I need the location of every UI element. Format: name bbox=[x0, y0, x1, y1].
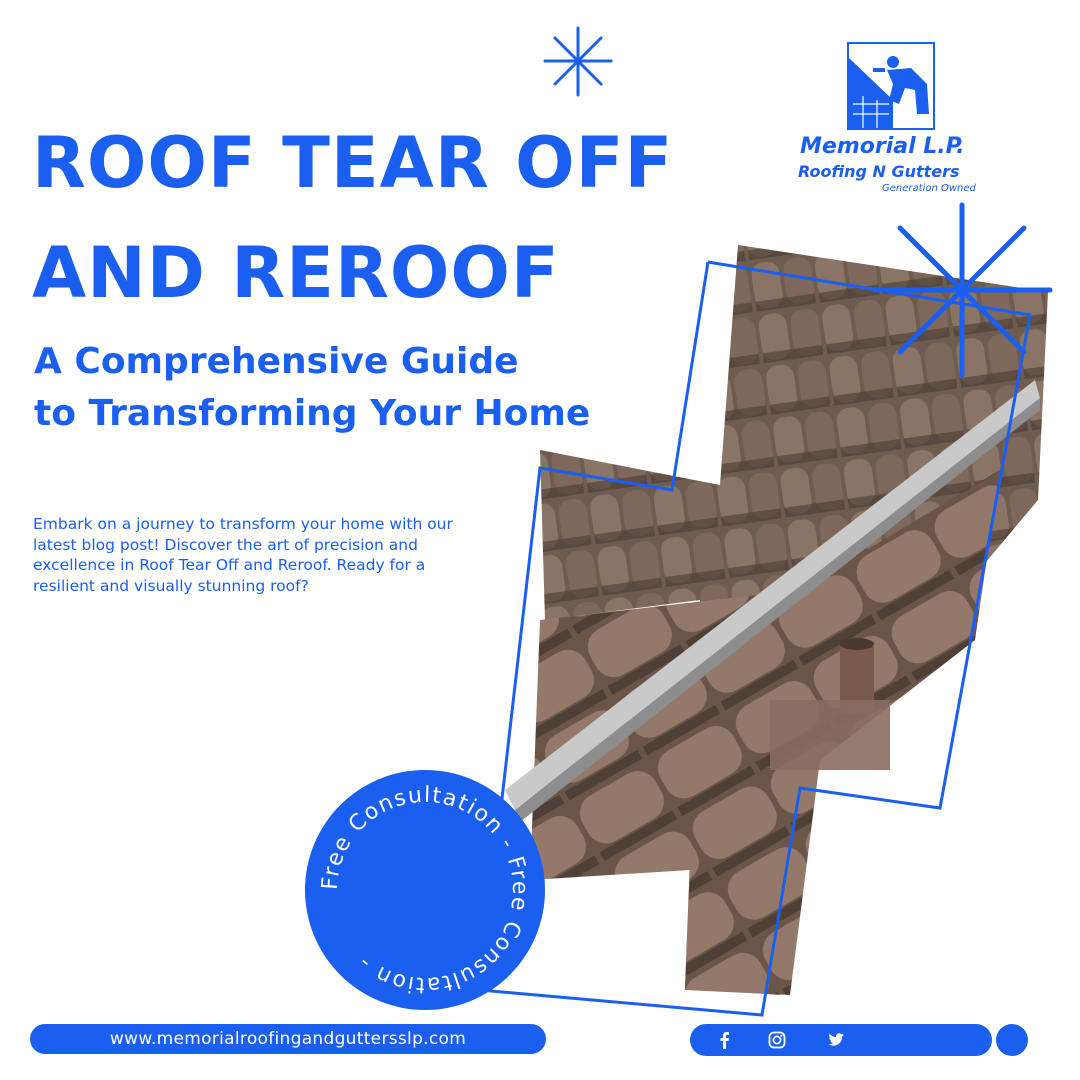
roofer-logo-icon bbox=[847, 42, 935, 130]
free-consultation-badge[interactable] bbox=[305, 770, 545, 1010]
logo-name: Memorial L.P. bbox=[800, 134, 965, 159]
star-icon-top bbox=[545, 28, 611, 95]
social-links-bar bbox=[690, 1024, 992, 1056]
description-text: Embark on a journey to transform your home with our latest blog post! Discover the art of precision and excellence in Roof Tear Off and Reroof. Ready for a resilient and visually stunning roof? bbox=[33, 515, 453, 595]
logo-tagline: Generation Owned bbox=[882, 183, 976, 194]
website-link[interactable]: www.memorialroofingandguttersslp.com bbox=[30, 1024, 546, 1054]
title-line-2: AND REROOF bbox=[32, 232, 560, 314]
title-line-1: ROOF TEAR OFF bbox=[32, 122, 674, 204]
accent-dot bbox=[996, 1024, 1028, 1056]
roof-photo bbox=[505, 245, 1048, 995]
subtitle-line-1: A Comprehensive Guide bbox=[34, 341, 519, 382]
facebook-icon[interactable] bbox=[716, 1031, 734, 1049]
badge-text: Free Consultation - Free Consultation - bbox=[317, 782, 533, 998]
logo-subtitle: Roofing N Gutters bbox=[798, 162, 960, 181]
subtitle-line-2: to Transforming Your Home bbox=[34, 393, 591, 434]
star-icon-large bbox=[875, 205, 1050, 375]
instagram-icon[interactable] bbox=[768, 1031, 786, 1049]
twitter-icon[interactable] bbox=[827, 1031, 845, 1049]
company-logo bbox=[790, 42, 1000, 202]
